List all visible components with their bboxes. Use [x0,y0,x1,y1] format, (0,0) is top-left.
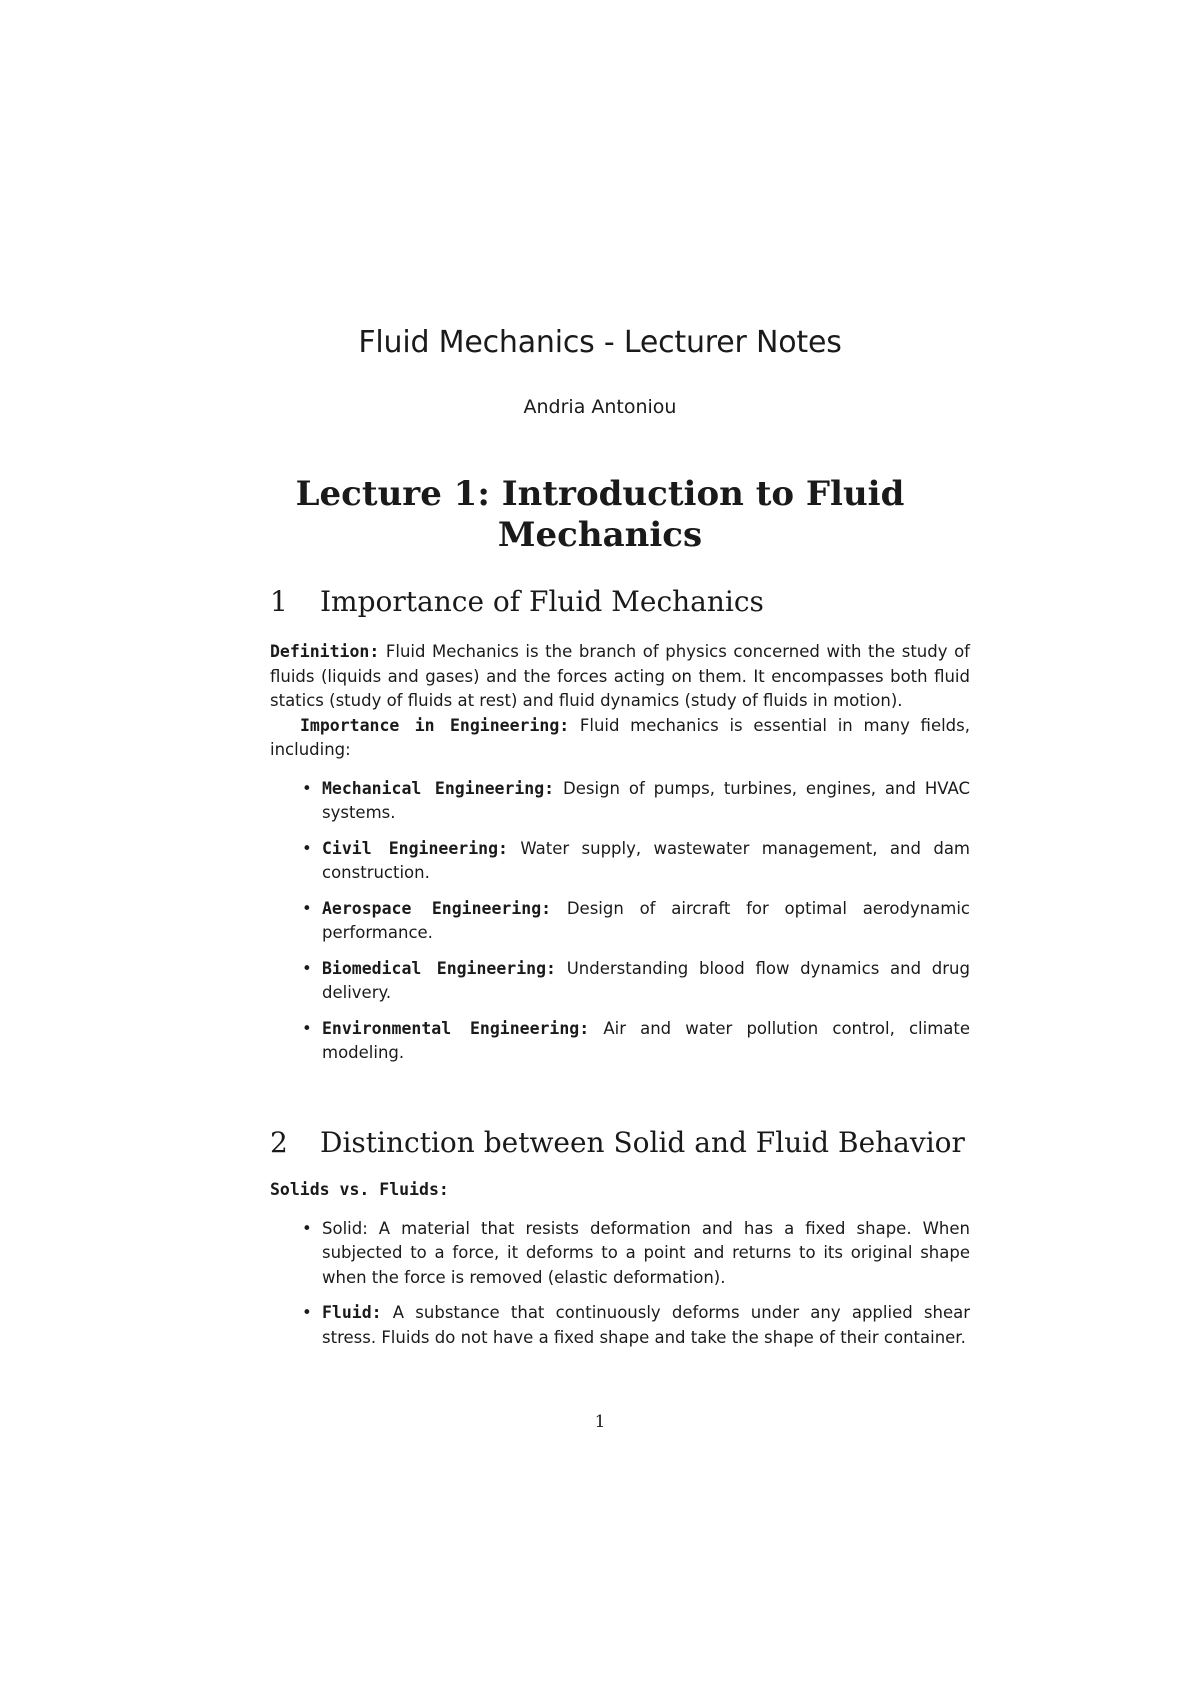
list-item-text: Design of pumps, turbines, engines, and HVAC systems. [322,778,970,822]
list-item-label: Solid: [322,1218,368,1238]
document-author: Andria Antoniou [523,396,677,418]
definition-text: Fluid Mechanics is the branch of physics concerned with the study of fluids (liquids and gases) and the forces acting on them. It encompasses both fluid statics (study of fluids at rest) and fluid dynamics (study of fluids in motion). [270,642,970,710]
solids-vs-fluids-paragraph [270,1178,970,1203]
lecture-title-line-2: Mechanics [497,515,703,555]
list-item-text: A substance that continuously deforms under any applied shear stress. Fluids do not have a fixed shape and take the shape of their container. [322,1303,970,1347]
document-title: Fluid Mechanics - Lecturer Notes [358,325,842,360]
bullet-icon: • [302,898,312,918]
lecture-title-line-1: Lecture 1: Introduction to Fluid [295,474,905,514]
page-number: 1 [594,1412,606,1432]
list-item [270,1017,970,1066]
section-2-heading [270,1126,970,1159]
list-item [270,777,970,826]
list-item-text: Water supply, wastewater management, and dam construction. [322,838,970,882]
list-item-text: Understanding blood flow dynamics and drug delivery. [322,958,970,1002]
list-item-label: Environmental Engineering: [322,1018,590,1038]
list-item-text: A material that resists deformation and has a fixed shape. When subjected to a force, it deforms to a point and returns to its original shape when the force is removed (elastic deformation). [322,1218,970,1287]
list-item [270,897,970,946]
importance-label: Importance in Engineering: [300,715,570,735]
list-item-label: Biomedical Engineering: [322,958,556,978]
list-item-label: Aerospace Engineering: [322,898,552,918]
section-1-body [270,640,970,1077]
bullet-icon: • [302,1218,312,1238]
list-item [270,837,970,886]
list-item [270,957,970,1006]
definition-paragraph [270,640,970,714]
list-item-text: Air and water pollution control, climate modeling. [322,1018,971,1062]
solid-fluid-list [270,1217,970,1351]
solids-vs-fluids-label: Solids vs. Fluids: [270,1180,449,1199]
list-item [270,1301,970,1350]
bullet-icon: • [302,1018,312,1038]
engineering-fields-list [270,777,970,1066]
section-1-number: 1 [270,585,288,618]
list-item-label: Civil Engineering: [322,838,508,858]
section-1-title: Importance of Fluid Mechanics [320,585,764,618]
list-item-text: Design of aircraft for optimal aerodynamic performance. [322,898,971,942]
bullet-icon: • [302,778,312,798]
list-item-label: Fluid: [322,1303,382,1322]
importance-text: Fluid mechanics is essential in many fields, including: [270,715,971,759]
section-1-heading [270,585,970,618]
lecture-title [0,474,1200,556]
section-2-title: Distinction between Solid and Fluid Behavior [320,1126,965,1159]
bullet-icon: • [302,838,312,858]
definition-label: Definition: [270,642,380,661]
bullet-icon: • [302,958,312,978]
bullet-icon: • [302,1303,312,1322]
list-item [270,1217,970,1291]
section-2-body [270,1178,970,1361]
list-item-label: Mechanical Engineering: [322,778,555,798]
importance-paragraph [270,714,970,763]
section-2-number: 2 [270,1126,288,1159]
